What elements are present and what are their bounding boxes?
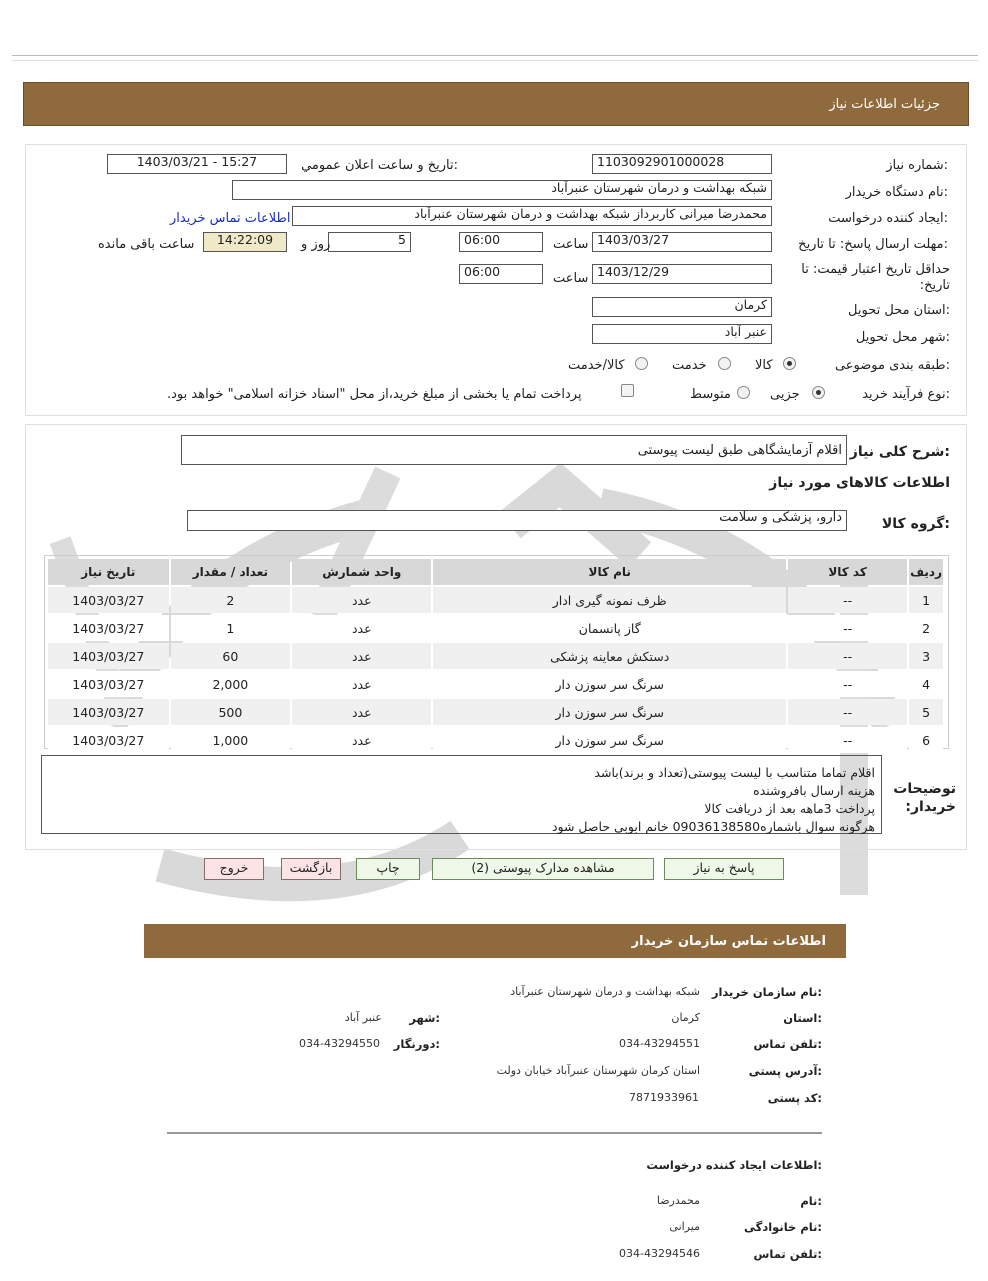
creator-phone-value: 034-43294546: [619, 1247, 700, 1260]
note-line: پرداخت 3ماهه بعد از دریافت کالا: [704, 801, 875, 816]
validity-time-label: ساعت: [553, 271, 589, 286]
category-service-radio[interactable]: [718, 357, 731, 370]
cell-qty: 1: [171, 615, 291, 641]
cell-unit: عدد: [292, 671, 431, 697]
cell-row: 5: [909, 699, 943, 725]
goods-section-title: اطلاعات کالاهای مورد نیاز: [769, 475, 950, 491]
note-line: هزینه ارسال بافروشنده: [753, 783, 875, 798]
summary-field: اقلام آزمایشگاهی طبق لیست پیوستی: [181, 435, 847, 465]
goods-group-label: گروه کالا:: [881, 516, 950, 532]
cell-code: --: [788, 671, 907, 697]
contact-city-value: عنبر آباد: [344, 1011, 382, 1024]
creator-family-value: میرانی: [669, 1220, 700, 1233]
contact-phone-value: 034-43294551: [619, 1037, 700, 1050]
contact-address-label: آدرس پستی:: [748, 1064, 822, 1078]
purchase-type-label: نوع فرآیند خرید:: [862, 387, 950, 402]
remaining-label: ساعت باقی مانده: [98, 237, 195, 252]
purchase-medium-label: متوسط: [690, 387, 731, 402]
items-table-header: [48, 559, 943, 585]
cell-row: 6: [909, 727, 943, 753]
col-header-date: تاریخ نیاز: [48, 559, 169, 585]
cell-name: سرنگ سر سوزن دار: [433, 699, 786, 725]
table-row: [48, 643, 943, 669]
contact-province-label: استان:: [783, 1011, 822, 1025]
purchase-medium-radio[interactable]: [737, 386, 750, 399]
validity-time-field: 06:00: [459, 264, 543, 284]
deadline-time-field: 06:00: [459, 232, 543, 252]
cell-code: --: [788, 727, 907, 753]
creator-name-value: محمدرضا: [656, 1194, 700, 1207]
table-row: [48, 615, 943, 641]
table-row: [48, 671, 943, 697]
creator-name-label: نام:: [800, 1194, 822, 1208]
cell-name: ظرف نمونه گیری ادار: [433, 587, 786, 613]
cell-code: --: [788, 699, 907, 725]
days-field: 5: [328, 232, 411, 252]
days-label: روز و: [301, 237, 331, 252]
creator-family-label: نام خانوادگی:: [744, 1220, 822, 1234]
announce-field: 1403/03/21 - 15:27: [107, 154, 287, 174]
cell-qty: 500: [171, 699, 291, 725]
page-header: [23, 82, 969, 126]
cell-unit: عدد: [292, 587, 431, 613]
cell-unit: عدد: [292, 643, 431, 669]
category-both-label: کالا/خدمت: [568, 358, 625, 373]
cell-unit: عدد: [292, 727, 431, 753]
deadline-label: مهلت ارسال پاسخ: تا تاریخ:: [798, 237, 948, 252]
col-header-name: نام کالا: [433, 559, 786, 585]
contact-title: اطلاعات تماس سازمان خریدار: [631, 934, 826, 949]
cell-qty: 60: [171, 643, 291, 669]
contact-province-value: کرمان: [671, 1011, 700, 1024]
col-header-code: کد کالا: [788, 559, 907, 585]
buyer-notes-label: توضیحات خریدار:: [893, 781, 956, 815]
buyer-org-field: شبکه بهداشت و درمان شهرستان عنبرآباد: [232, 180, 772, 200]
cell-unit: عدد: [292, 699, 431, 725]
exit-button[interactable]: خروج: [204, 858, 264, 880]
table-row: [48, 587, 943, 613]
cell-qty: 2,000: [171, 671, 291, 697]
cell-name: گاز پانسمان: [433, 615, 786, 641]
cell-date: 1403/03/27: [48, 727, 169, 753]
cell-date: 1403/03/27: [48, 643, 169, 669]
buyer-contact-link[interactable]: اطلاعات تماس خریدار: [170, 211, 291, 226]
contact-fax-label: دورنگار:: [393, 1037, 440, 1051]
contact-postal-label: کد پستی:: [767, 1091, 822, 1105]
cell-qty: 2: [171, 587, 291, 613]
city-label: شهر محل تحویل:: [855, 330, 950, 345]
cell-date: 1403/03/27: [48, 671, 169, 697]
cell-date: 1403/03/27: [48, 699, 169, 725]
cell-qty: 1,000: [171, 727, 291, 753]
contact-address-value: استان کرمان شهرستان عنبرآباد خیابان دولت: [496, 1064, 700, 1077]
deadline-time-label: ساعت: [553, 237, 589, 252]
back-button[interactable]: بازگشت: [281, 858, 341, 880]
table-row: [48, 727, 943, 753]
reply-button[interactable]: پاسخ به نیاز: [664, 858, 784, 880]
contact-fax-value: 034-43294550: [299, 1037, 380, 1050]
goods-group-field: دارو، پزشکی و سلامت: [187, 510, 847, 531]
requester-label: ایجاد کننده درخواست:: [828, 211, 948, 226]
cell-row: 4: [909, 671, 943, 697]
province-field: کرمان: [592, 297, 772, 317]
col-header-unit: واحد شمارش: [292, 559, 431, 585]
purchase-minor-label: جزیی: [770, 387, 800, 402]
creator-phone-label: تلفن تماس:: [753, 1247, 822, 1261]
cell-row: 3: [909, 643, 943, 669]
buyer-org-label: نام دستگاه خریدار:: [845, 185, 948, 200]
attachments-button[interactable]: مشاهده مدارک پیوستی (2): [432, 858, 654, 880]
note-line: اقلام تماما متناسب با لیست پیوستی(تعداد و برند)باشد: [594, 765, 875, 780]
page-title: جزئیات اطلاعات نیاز: [829, 97, 940, 112]
col-header-row: ردیف: [909, 559, 943, 585]
cell-code: --: [788, 615, 907, 641]
cell-name: سرنگ سر سوزن دار: [433, 671, 786, 697]
creator-title: اطلاعات ایجاد کننده درخواست:: [646, 1158, 822, 1172]
treasury-payment-checkbox[interactable]: [621, 384, 634, 397]
category-goods-label: کالا: [755, 358, 773, 373]
category-service-label: خدمت: [672, 358, 707, 373]
remaining-time-field: 14:22:09: [203, 232, 287, 252]
note-line: هرگونه سوال باشماره09036138580 خانم ابوبی حاصل شود: [551, 819, 875, 834]
need-number-label: شماره نیاز:: [886, 158, 948, 173]
category-both-radio[interactable]: [635, 357, 648, 370]
cell-name: دستکش معاینه پزشکی: [433, 643, 786, 669]
contact-phone-label: تلفن تماس:: [753, 1037, 822, 1051]
cell-name: سرنگ سر سوزن دار: [433, 727, 786, 753]
contact-city-label: شهر:: [409, 1011, 440, 1025]
items-table: [46, 557, 945, 755]
buyer-notes-box: [41, 755, 882, 834]
print-button[interactable]: چاپ: [356, 858, 420, 880]
validity-label: حداقل تاریخ اعتبار قیمت: تا تاریخ:: [801, 262, 950, 293]
table-row: [48, 699, 943, 725]
cell-date: 1403/03/27: [48, 615, 169, 641]
need-number-field: 1103092901000028: [592, 154, 772, 174]
cell-row: 1: [909, 587, 943, 613]
province-label: استان محل تحویل:: [848, 303, 950, 318]
category-goods-radio[interactable]: [783, 357, 796, 370]
deadline-date-field: 1403/03/27: [592, 232, 772, 252]
col-header-qty: تعداد / مقدار: [171, 559, 291, 585]
cell-date: 1403/03/27: [48, 587, 169, 613]
cell-code: --: [788, 587, 907, 613]
summary-label: شرح کلی نیاز:: [849, 444, 950, 460]
treasury-payment-note: پرداخت تمام یا بخشی از مبلغ خرید،از محل "اسناد خزانه اسلامی" خواهد بود.: [167, 387, 582, 402]
validity-date-field: 1403/12/29: [592, 264, 772, 284]
purchase-minor-radio[interactable]: [812, 386, 825, 399]
contact-postal-value: 7871933961: [629, 1091, 699, 1104]
contact-header: [144, 924, 846, 958]
contact-divider: [167, 1132, 822, 1134]
city-field: عنبر آباد: [592, 324, 772, 344]
top-divider: [12, 55, 978, 61]
cell-row: 2: [909, 615, 943, 641]
announce-label: تاریخ و ساعت اعلان عمومي:: [301, 158, 458, 173]
requester-field: محمدرضا میرانی کاربرداز شبکه بهداشت و درمان شهرستان عنبرآباد: [292, 206, 772, 226]
contact-org-value: شبکه بهداشت و درمان شهرستان عنبرآباد: [510, 985, 700, 998]
cell-code: --: [788, 643, 907, 669]
cell-unit: عدد: [292, 615, 431, 641]
contact-org-label: نام سازمان خریدار:: [711, 985, 822, 999]
category-label: طبقه بندی موضوعی:: [834, 358, 950, 373]
